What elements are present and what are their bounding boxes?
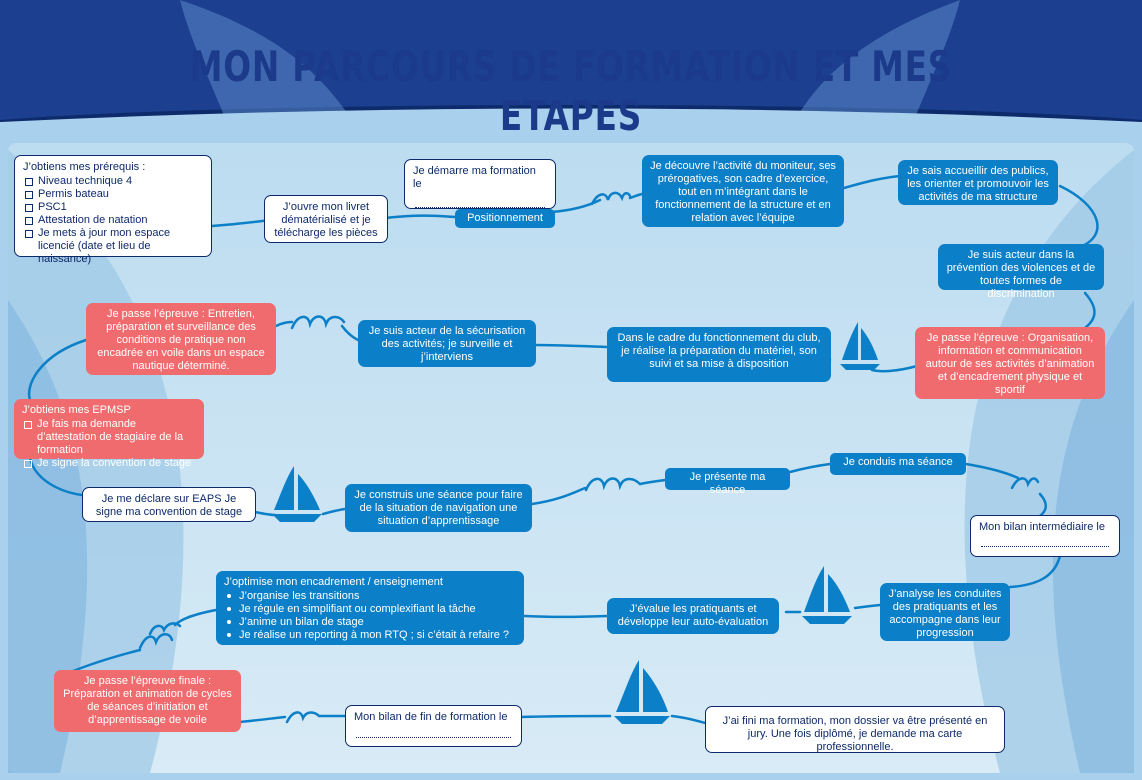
livret-text: J’ouvre mon livret dématérialisé et je télécharge les pièces [274,201,378,239]
accueillir-text: Je sais accueillir des publics, les orienter et promouvoir les activités de ma structure [907,165,1049,203]
epmsp-heading: J’obtiens mes EPMSP [22,404,131,416]
analyse-text: J’analyse les conduites des pratiquants et les accompagne dans leur progression [888,588,1002,639]
step-prerequis [14,155,212,265]
step-epreuve-finale [54,670,241,732]
step-livret [264,195,388,243]
wave-icon [584,470,642,498]
eaps-text: Je me déclare sur EAPS Je signe ma convention de stage [95,493,243,518]
materiel-text: Dans le cadre du fonctionnement du club, je réalise la préparation du matériel, son suivi et sa mise à disposition [617,332,821,370]
date-blank [981,538,1109,547]
step-bilan-intermediaire [970,515,1120,557]
list-item: Je réalise un reporting à mon RTQ ; si c’était à refaire ? [224,629,516,642]
step-accueillir [898,160,1058,205]
step-securisation [358,320,536,367]
fini-text: J’ai fini ma formation, mon dossier va être présenté en jury. Une fois diplômé, je demande ma carte professionnelle. [722,715,988,753]
securisation-text: Je suis acteur de la sécurisation des activités; je surveille et j’interviens [368,325,526,363]
list-item: Je mets à jour mon espace licencié (date et lieu de naissance) [23,227,203,266]
step-prevention [938,244,1104,300]
epreuve-finale-text: Je passe l’épreuve finale : Préparation et animation de cycles de séances d’initiation et d’apprentissage de voile [63,675,232,726]
list-item: Niveau technique 4 [23,175,203,188]
step-epreuve-entretien [86,303,276,375]
prevention-text: Je suis acteur dans la prévention des violences et de toutes formes de discrimination [946,249,1096,300]
construis-text: Je construis une séance pour faire de la situation de navigation une situation d’apprentissage [354,489,523,527]
wave-icon [1010,470,1040,496]
step-evalue [607,598,779,634]
list-item: Attestation de natation [23,214,203,227]
list-item: Je régule en simplifiant ou complexifiant la tâche [224,603,516,616]
optimise-list [224,590,516,642]
step-bilan-fin [345,705,522,747]
page-title: MON PARCOURS DE FORMATION ET MES ETAPES [189,42,953,140]
conduis-text: Je conduis ma séance [843,456,953,468]
sailboat-icon [270,462,324,526]
bilan-inter-text: Mon bilan intermédiaire le [979,521,1105,533]
prerequis-list [23,175,203,266]
wave-icon [285,706,321,728]
optimise-heading: J’optimise mon encadrement / enseignement [224,576,443,588]
decouvre-text: Je découvre l’activité du moniteur, ses prérogatives, son cadre d’exercice, tout en m’intégrant dans le fonctionnement de la structure et en relation avec l’équipe [650,160,836,224]
demarre-text: Je démarre ma formation le [413,165,536,190]
list-item: J’organise les transitions [224,590,516,603]
step-presente [665,468,790,496]
wave-icon [590,186,632,210]
wave-icon [136,612,186,652]
step-materiel [607,327,831,382]
step-eaps [82,487,256,522]
prerequis-heading: J’obtiens mes prérequis : [23,161,146,173]
evalue-text: J’évalue les pratiquants et développe leur auto-évaluation [617,603,769,628]
step-demarre [404,159,556,209]
step-optimise [216,571,524,645]
wave-icon [290,310,346,336]
bilan-fin-text: Mon bilan de fin de formation le [354,711,508,723]
date-blank [415,199,545,208]
step-epreuve-organisation [915,327,1105,399]
presente-text: Je présente ma séance [689,471,766,496]
step-decouvre [642,155,844,227]
list-item: Permis bateau [23,188,203,201]
step-epmsp [14,399,204,469]
list-item: Je signe la convention de stage [22,457,196,470]
sailboat-icon [612,656,672,728]
list-item: PSC1 [23,201,203,214]
step-fini [705,706,1005,753]
epreuve-entretien-text: Je passe l’épreuve : Entretien, préparation et surveillance des conditions de pratique non encadrée en voile dans un espace nautique déterminé. [97,308,265,372]
step-construis [345,484,532,532]
step-positionnement [455,209,555,228]
date-blank [356,729,511,738]
sailboat-icon [800,562,854,628]
list-item: Je fais ma demande d’attestation de stagiaire de la formation [22,418,196,457]
step-analyse [880,583,1010,641]
step-conduis [830,453,966,475]
sailboat-icon [838,318,882,374]
epreuve-orga-text: Je passe l’épreuve : Organisation, information et communication autour de ses activités d’animation et d’encadrement physique et sportif [925,332,1095,396]
epmsp-list [22,418,196,470]
positionnement-text: Positionnement [467,212,543,224]
list-item: J’anime un bilan de stage [224,616,516,629]
